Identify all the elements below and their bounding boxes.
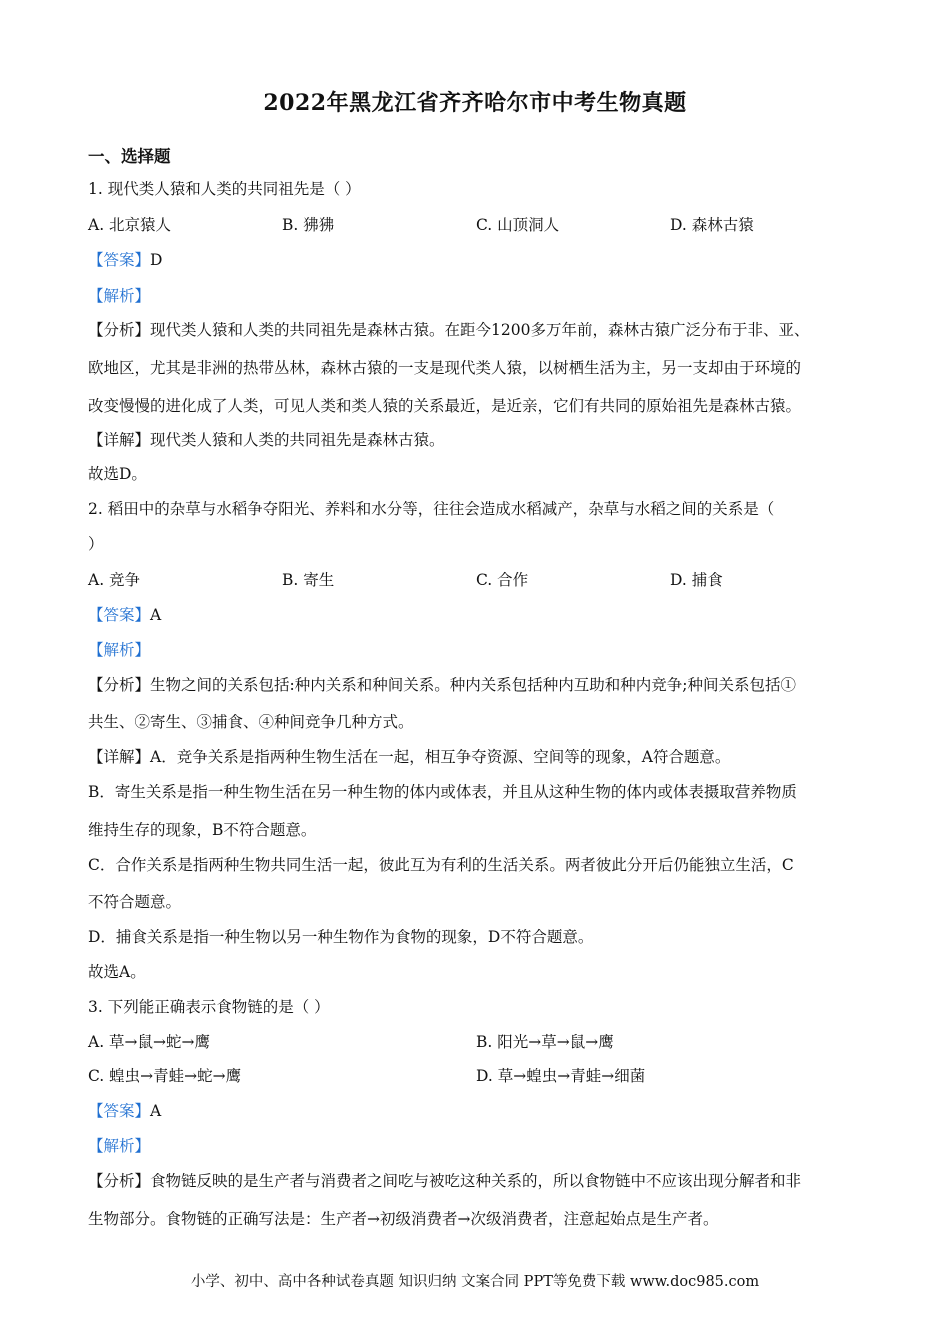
q2-xiangjie	[88, 745, 730, 767]
fenxi-text: 食物链反映的是生产者与消费者之间吃与被吃这种关系的，所以食物链中不应该出现分解者和非	[150, 1172, 802, 1190]
q3-jiexi-tag: 【解析】	[88, 1137, 151, 1155]
q2-option-b: B. 寄生	[282, 571, 335, 589]
q3-option-d: D. 草→蝗虫→青蛙→细菌	[476, 1067, 646, 1085]
q2-detail-b: B．寄生关系是指一种生物生活在另一种生物的体内或体表，并且从这种生物的体内或体表摄取营养物质	[88, 783, 797, 801]
q2-jiexi-tag: 【解析】	[88, 641, 151, 659]
q1-answer	[88, 248, 162, 270]
q3-option-c: C. 蝗虫→青蛙→蛇→鹰	[88, 1067, 242, 1085]
fenxi-tag: 【分析】	[88, 321, 151, 339]
q3-option-a: A. 草→鼠→蛇→鹰	[88, 1033, 211, 1051]
q2-detail-c: C．合作关系是指两种生物共同生活一起，彼此互为有利的生活关系。两者彼此分开后仍能独立生活，C	[88, 856, 794, 874]
q2-option-d: D. 捕食	[670, 571, 723, 589]
q1-option-d: D. 森林古猿	[670, 216, 754, 234]
q1-conclusion: 故选D。	[88, 465, 147, 483]
q2-detail-d: D．捕食关系是指一种生物以另一种生物作为食物的现象，D不符合题意。	[88, 928, 594, 946]
answer-tag: 【答案】	[88, 606, 151, 624]
q2-conclusion: 故选A。	[88, 963, 146, 981]
fenxi-text: 现代类人猿和人类的共同祖先是森林古猿。在距今1200多万年前，森林古猿广泛分布于非、亚、	[150, 321, 810, 339]
q3-fenxi-line: 生物部分。食物链的正确写法是：生产者→初级消费者→次级消费者，注意起始点是生产者。	[88, 1210, 719, 1228]
q1-option-a: A. 北京猿人	[88, 216, 172, 234]
answer-value: A	[150, 1102, 162, 1120]
q3-stem: 3. 下列能正确表示食物链的是（ ）	[88, 998, 330, 1016]
answer-value: A	[150, 606, 162, 624]
q1-stem: 1. 现代类人猿和人类的共同祖先是（ ）	[88, 180, 361, 198]
q1-fenxi-line	[88, 318, 809, 340]
answer-value: D	[150, 251, 163, 269]
fenxi-tag: 【分析】	[88, 676, 151, 694]
q2-option-a: A. 竞争	[88, 571, 141, 589]
fenxi-tag: 【分析】	[88, 1172, 151, 1190]
section-heading: 一、选择题	[88, 147, 171, 166]
q2-fenxi-line	[88, 673, 796, 695]
answer-tag: 【答案】	[88, 251, 151, 269]
q1-jiexi-tag: 【解析】	[88, 287, 151, 305]
q2-option-c: C. 合作	[476, 571, 529, 589]
page-footer: 小学、初中、高中各种试卷真题 知识归纳 文案合同 PPT等免费下载 www.doc985.com	[190, 1274, 760, 1290]
q3-fenxi-line	[88, 1169, 801, 1191]
q2-answer	[88, 603, 161, 625]
answer-tag: 【答案】	[88, 1102, 151, 1120]
xiangjie-tag: 【详解】	[88, 431, 151, 449]
q2-stem: 2. 稻田中的杂草与水稻争夺阳光、养料和水分等，往往会造成水稻减产，杂草与水稻之间的关系是（	[88, 500, 775, 518]
page-title: 2022年黑龙江省齐齐哈尔市中考生物真题	[263, 90, 687, 116]
xiangjie-tag: 【详解】	[88, 748, 151, 766]
q2-fenxi-line: 共生、②寄生、③捕食、④种间竞争几种方式。	[88, 713, 414, 731]
q2-detail-c-cont: 不符合题意。	[88, 893, 182, 911]
q1-fenxi-line: 改变慢慢的进化成了人类，可见人类和类人猿的关系最近，是近亲，它们有共同的原始祖先是森林古猿。	[88, 397, 802, 415]
q3-answer	[88, 1099, 161, 1121]
q1-fenxi-line: 欧地区，尤其是非洲的热带丛林，森林古猿的一支是现代类人猿，以树栖生活为主，另一支却由于环境的	[88, 359, 802, 377]
q1-option-c: C. 山顶洞人	[476, 216, 560, 234]
q2-detail-b-cont: 维持生存的现象，B不符合题意。	[88, 821, 317, 839]
q1-xiangjie	[88, 428, 445, 450]
q2-stem-end: ）	[88, 535, 104, 553]
q3-option-b: B. 阳光→草→鼠→鹰	[476, 1033, 614, 1051]
fenxi-text: 生物之间的关系包括:种内关系和种间关系。种内关系包括种内互助和种内竞争;种间关系包括①	[150, 676, 796, 694]
xiangjie-text: 现代类人猿和人类的共同祖先是森林古猿。	[150, 431, 445, 449]
xiangjie-text: A．竞争关系是指两种生物生活在一起，相互争夺资源、空间等的现象，A符合题意。	[150, 748, 731, 766]
q1-option-b: B. 狒狒	[282, 216, 335, 234]
